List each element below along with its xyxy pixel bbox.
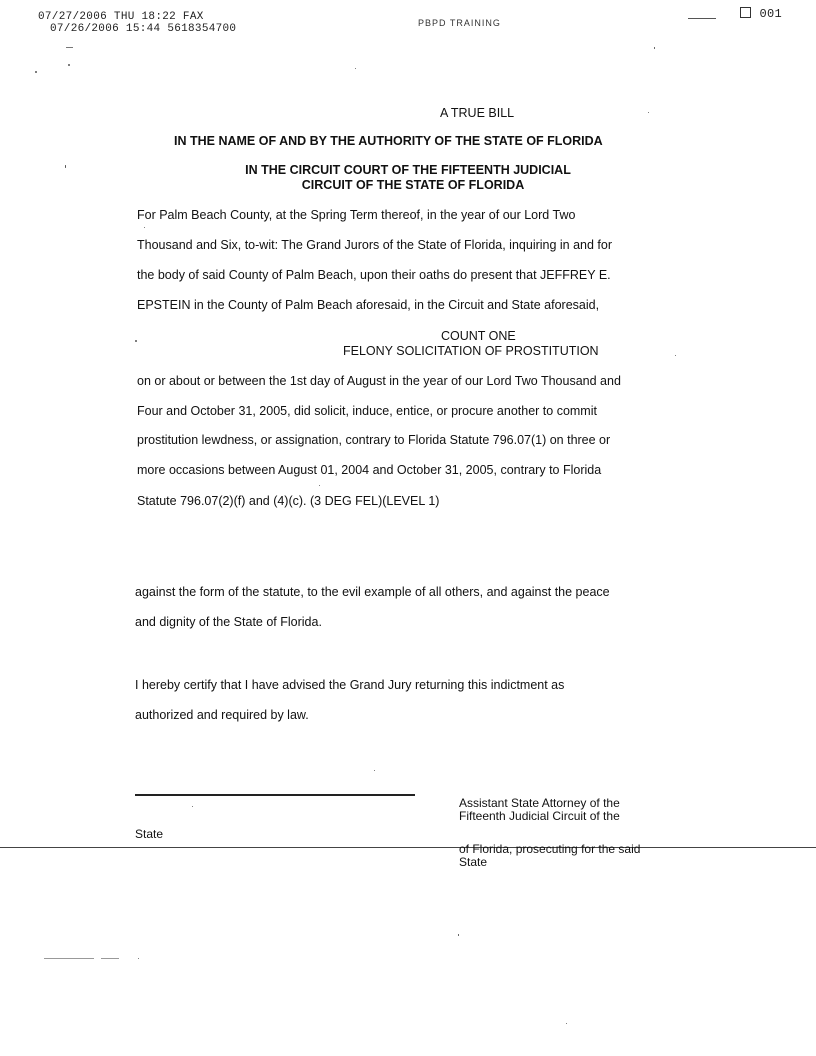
signature-title-line-3: of Florida, prosecuting for the said [459, 842, 641, 856]
fax-page-number: 001 [752, 7, 783, 21]
fax-header-dash [688, 18, 716, 19]
intro-line-3: the body of said County of Palm Beach, upon their oaths do present that JEFFREY E. [137, 268, 611, 282]
closing-line-1: against the form of the statute, to the evil example of all others, and against the peace [135, 585, 610, 599]
scan-speck [66, 47, 73, 48]
scan-speck [648, 112, 649, 113]
scan-speck [566, 1023, 567, 1024]
count-line-2: Four and October 31, 2005, did solicit, induce, entice, or procure another to commit [137, 404, 597, 418]
scan-speck [192, 806, 193, 807]
scan-speck [355, 68, 356, 69]
intro-line-1: For Palm Beach County, at the Spring Term thereof, in the year of our Lord Two [137, 208, 576, 222]
scan-speck [44, 958, 94, 959]
scan-speck [144, 227, 145, 228]
fax-box-icon [740, 7, 751, 18]
court-heading-line-1: IN THE CIRCUIT COURT OF THE FIFTEENTH JUDICIAL [245, 163, 571, 177]
scan-speck [319, 485, 320, 486]
intro-line-4: EPSTEIN in the County of Palm Beach aforesaid, in the Circuit and State aforesaid, [137, 298, 600, 312]
scan-speck [458, 934, 459, 936]
scan-speck [35, 71, 37, 73]
authority-heading: IN THE NAME OF AND BY THE AUTHORITY OF THE STATE OF FLORIDA [174, 134, 603, 148]
fax-center-label: PBPD TRAINING [418, 18, 501, 28]
scan-speck [135, 340, 137, 342]
count-line-3: prostitution lewdness, or assignation, contrary to Florida Statute 796.07(1) on three or [137, 433, 611, 447]
fax-scan-line [0, 847, 816, 848]
intro-line-2: Thousand and Six, to-wit: The Grand Jurors of the State of Florida, inquiring in and for [137, 238, 613, 252]
count-subtitle: FELONY SOLICITATION OF PROSTITUTION [343, 344, 599, 358]
true-bill-title: A TRUE BILL [440, 106, 515, 120]
count-line-1: on or about or between the 1st day of August in the year of our Lord Two Thousand and [137, 374, 621, 388]
certify-line-2: authorized and required by law. [135, 708, 309, 722]
scan-speck [675, 355, 676, 356]
signature-title-line-1: Assistant State Attorney of the [459, 796, 620, 810]
signature-line [135, 794, 415, 796]
scan-speck [138, 958, 139, 959]
fax-page-marker [740, 6, 782, 21]
signature-title-line-4: State [459, 855, 488, 869]
signature-left-label: State [135, 827, 164, 841]
scan-speck [68, 64, 70, 66]
scan-speck [654, 47, 655, 49]
closing-line-2: and dignity of the State of Florida. [135, 615, 322, 629]
count-title: COUNT ONE [441, 329, 516, 343]
certify-line-1: I hereby certify that I have advised the Grand Jury returning this indictment as [135, 678, 565, 692]
scan-speck [374, 770, 375, 771]
fax-header-line-2: 07/26/2006 15:44 5618354700 [50, 23, 237, 35]
court-heading-line-2: CIRCUIT OF THE STATE OF FLORIDA [301, 178, 525, 192]
signature-title-line-2: Fifteenth Judicial Circuit of the [459, 809, 620, 823]
fax-header-line-1: 07/27/2006 THU 18:22 FAX [38, 11, 204, 23]
scan-speck [101, 958, 119, 959]
count-line-4: more occasions between August 01, 2004 and October 31, 2005, contrary to Florida [137, 463, 602, 477]
count-line-5: Statute 796.07(2)(f) and (4)(c). (3 DEG FEL)(LEVEL 1) [137, 494, 440, 508]
scan-speck [65, 165, 66, 168]
